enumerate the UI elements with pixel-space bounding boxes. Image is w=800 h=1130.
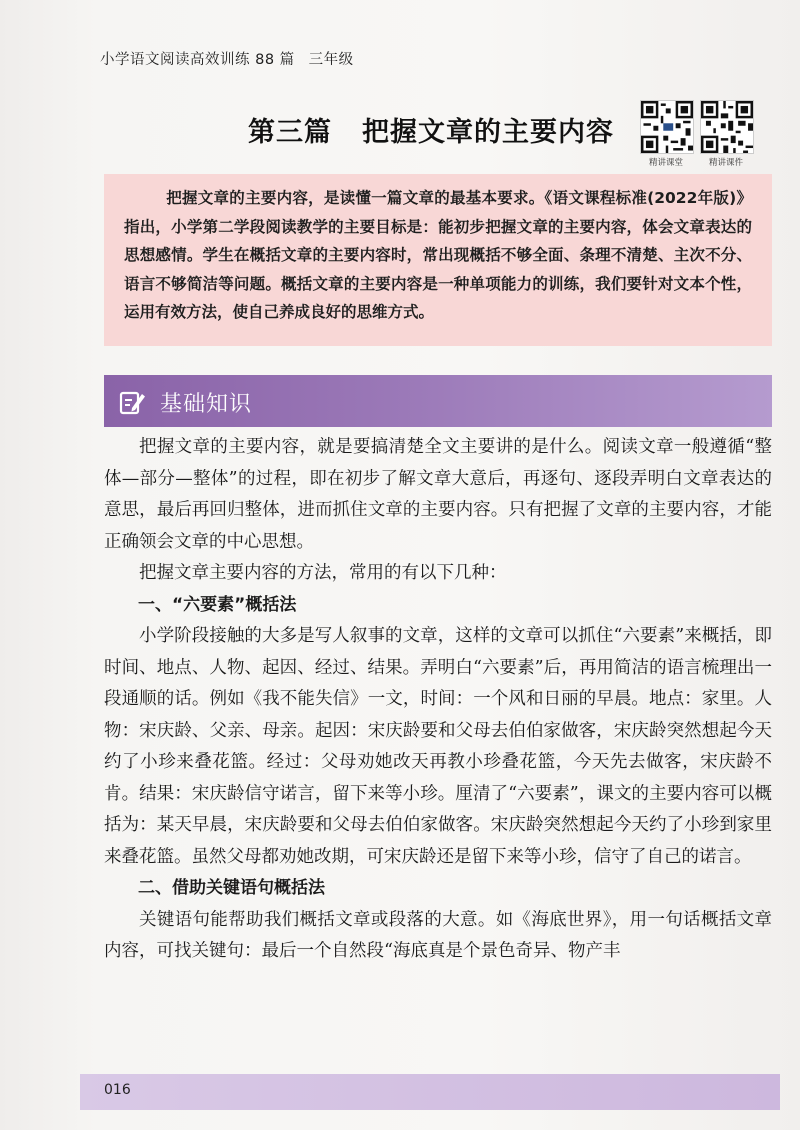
subheading: 一、“六要素”概括法	[138, 594, 297, 615]
qr-label-courseware: 精讲课件	[708, 158, 743, 168]
section-title: 基础知识	[160, 392, 253, 417]
grade-label: 三年级	[308, 52, 354, 68]
qr-code-courseware[interactable]	[700, 100, 754, 154]
subheading: 二、借助关键语句概括法	[138, 878, 325, 898]
footer-band	[80, 1074, 780, 1110]
paragraph: 关键语句能帮助我们概括文章或段落的大意。如《海底世界》，用一句话概括文章内容，可找关键句：最后一个自然段“海底真是个景色奇异、物产丰	[104, 909, 772, 961]
paragraph: 把握文章的主要内容，就是要搞清楚全文主要讲的是什么。阅读文章一般遵循“整体—部分—整体”的过程，即在初步了解文章大意后，再逐句、逐段弄明白文章表达的意思，最后再回归整体，进而抓住文章的主要内容。只有把握了文章的主要内容，才能正确领会文章的中心思想。	[104, 437, 772, 552]
paragraph: 把握文章主要内容的方法，常用的有以下几种：	[139, 563, 507, 583]
qr-code-lesson[interactable]	[640, 100, 694, 154]
running-header	[100, 48, 354, 69]
qr-label-lesson: 精讲课堂	[648, 158, 683, 168]
chapter-title	[248, 110, 614, 149]
qr-code-icon	[701, 101, 753, 153]
paragraph: 小学阶段接触的大多是写人叙事的文章，这样的文章可以抓住“六要素”来概括，即时间、地点、人物、起因、经过、结果。弄明白“六要素”后，再用简洁的语言梳理出一段通顺的话。例如《我不能失信》一文，时间：一个风和日丽的早晨。地点：家里。人物：宋庆龄、父亲、母亲。起因：宋庆龄要和父母去伯伯家做客，宋庆龄突然想起今天约了小珍来叠花篮。经过：父母劝她改天再教小珍叠花篮，今天先去做客，宋庆龄不肯。结果：宋庆龄信守诺言，留下来等小珍。厘清了“六要素”，课文的主要内容可以概括为：某天早晨，宋庆龄要和父母去伯伯家做客。宋庆龄突然想起今天约了小珍到家里来叠花篮。虽然父母都劝她改期，可宋庆龄还是留下来等小珍，信守了自己的诺言。	[104, 626, 772, 867]
page-number: 016	[104, 1082, 131, 1098]
chapter-name: 把握文章的主要内容	[362, 117, 614, 148]
qr-code-icon	[641, 101, 693, 153]
chapter-number: 第三篇	[248, 117, 332, 148]
intro-text: 把握文章的主要内容，是读懂一篇文章的最基本要求。《语文课程标准(2022年版)》指出，小学第二学段阅读教学的主要目标是：能初步把握文章的主要内容，体会文章表达的思想感情。学生在概括文章的主要内容时，常出现概括不够全面、条理不清楚、主次不分、语言不够简洁等问题。概括文章的主要内容是一种单项能力的训练，我们要针对文本个性，运用有效方法，使自己养成良好的思维方式。	[124, 189, 752, 321]
book-title: 小学语文阅读高效训练 88 篇	[100, 52, 295, 68]
body-text	[104, 432, 772, 968]
intro-box	[104, 174, 772, 346]
section-header	[104, 375, 772, 427]
pencil-note-icon	[118, 388, 146, 416]
